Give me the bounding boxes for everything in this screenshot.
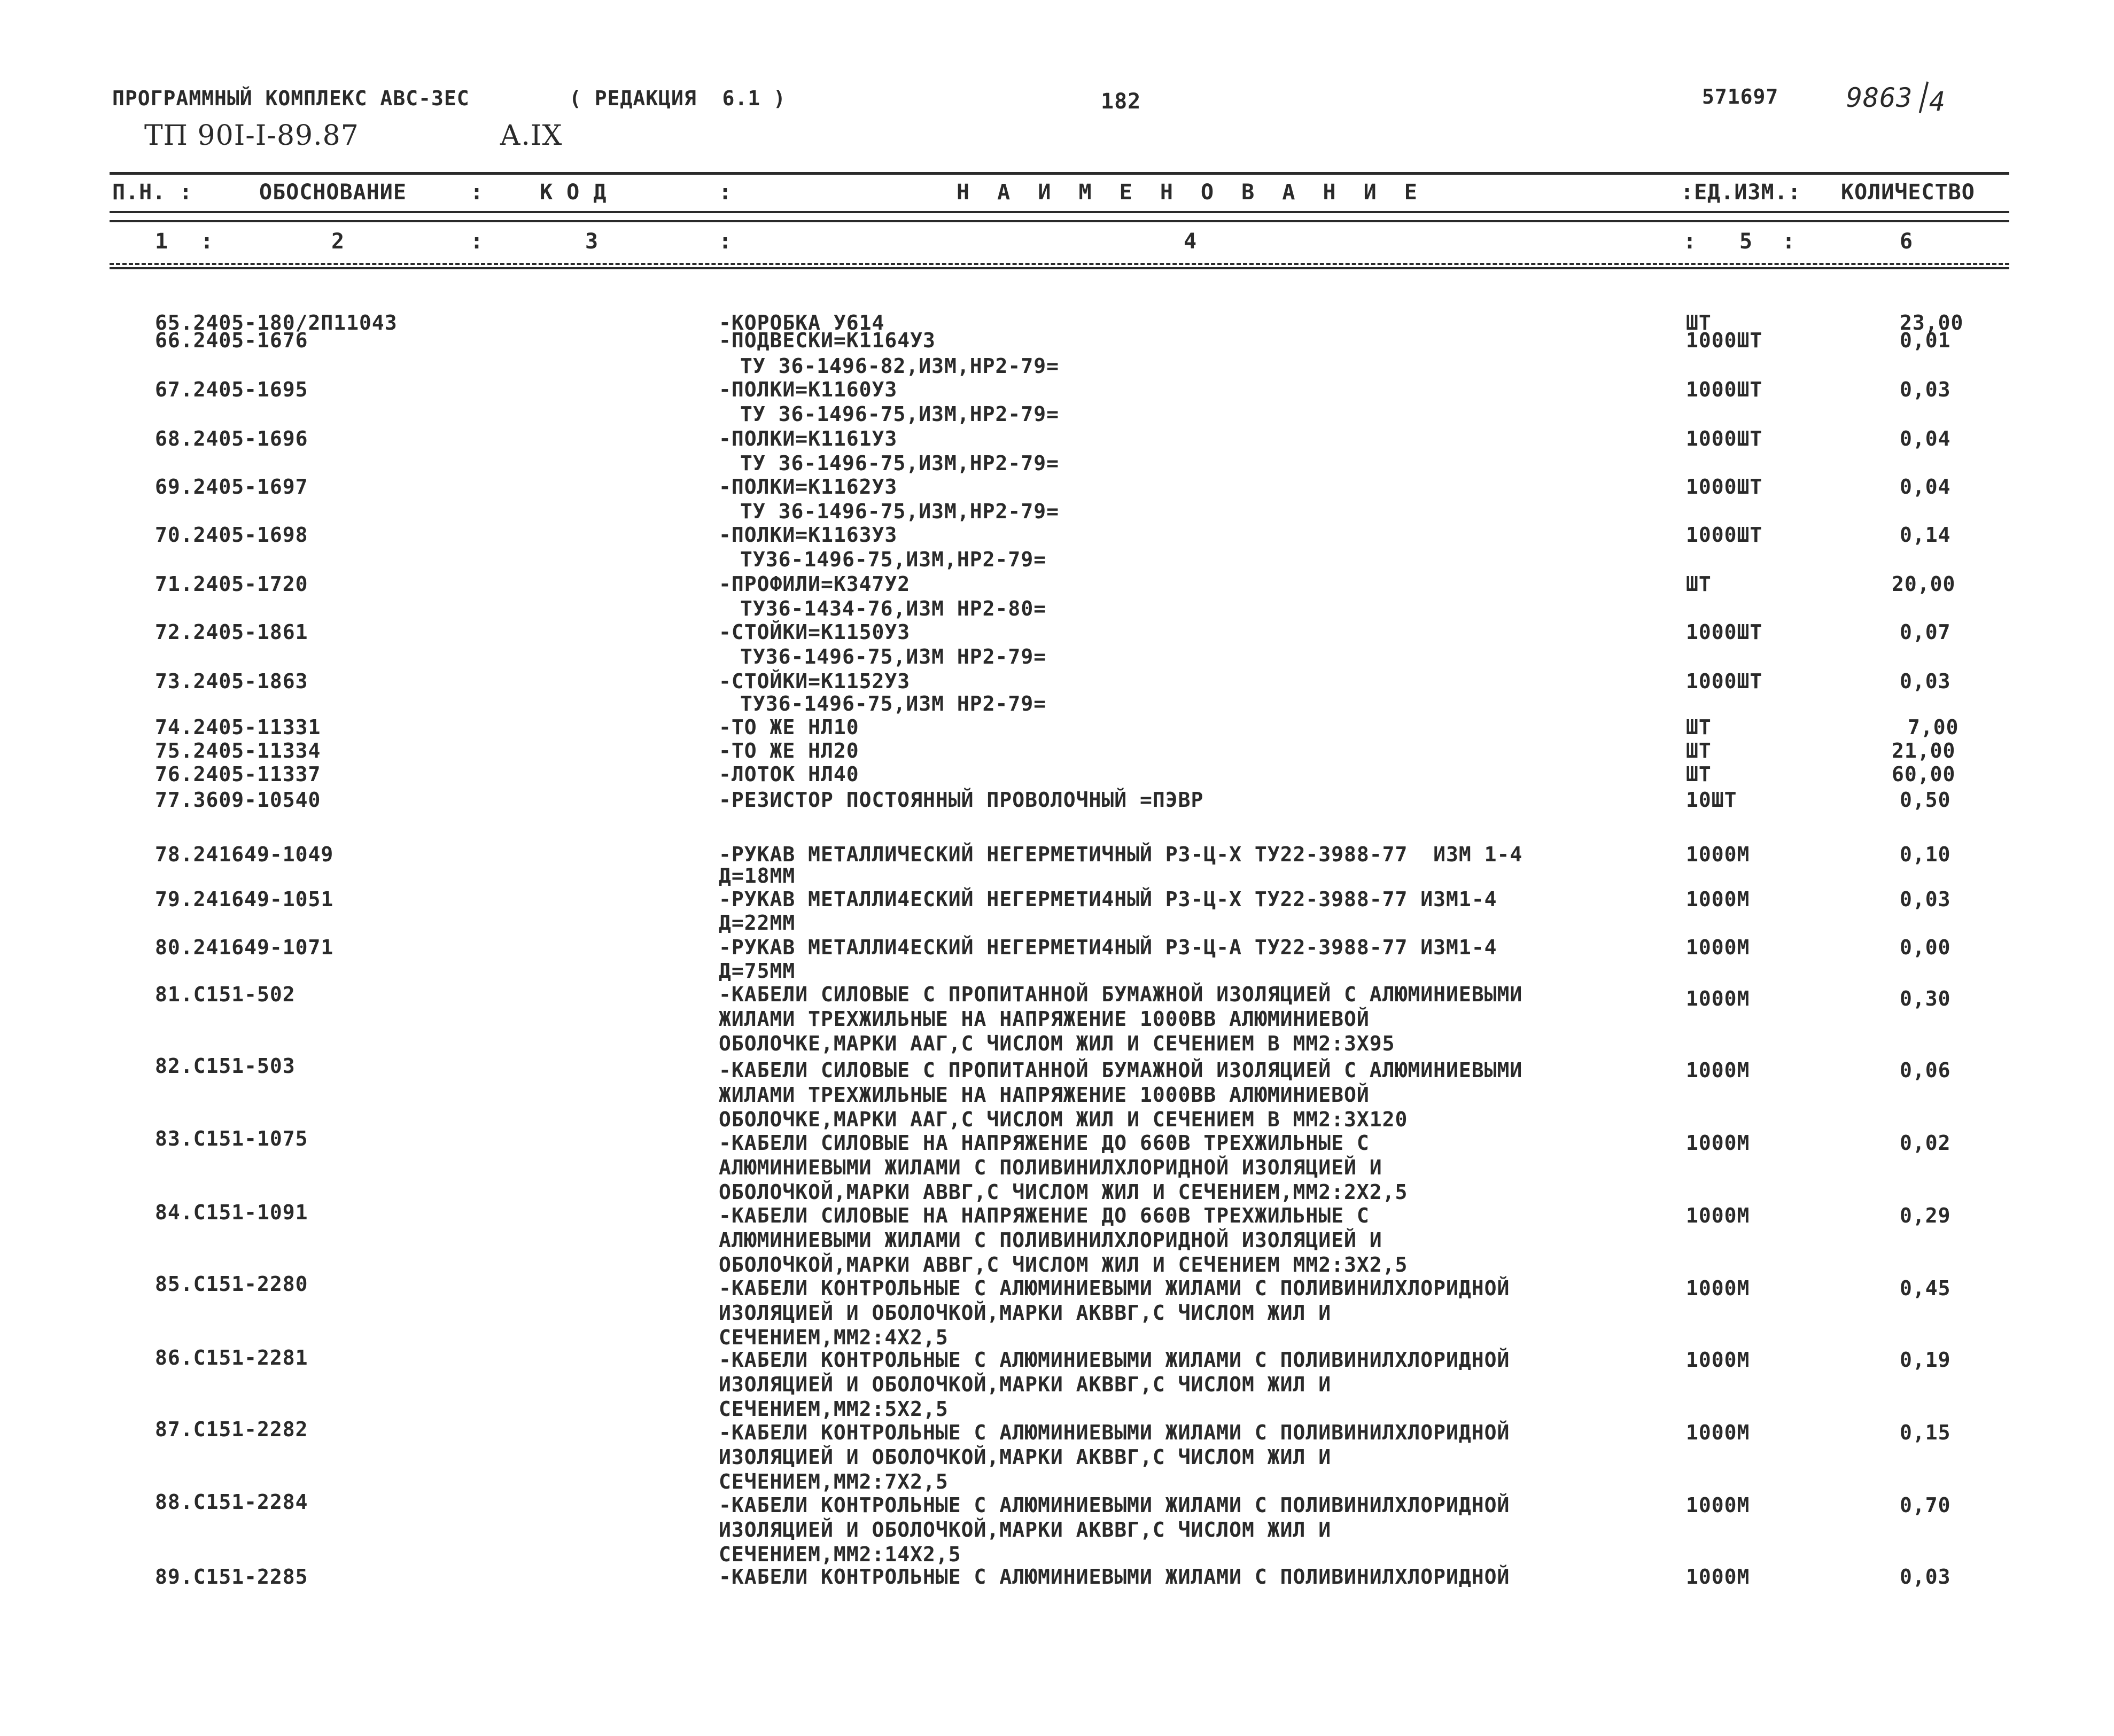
- row-name-line: -КАБЕЛИ КОНТРОЛЬНЫЕ С АЛЮМИНИЕВЫМИ ЖИЛАМИ С ПОЛИВИНИЛХЛОРИДНОЙ: [719, 1421, 1510, 1444]
- row-name-line: ТУ 36-1496-75,ИЗМ,НР2-79=: [740, 451, 1059, 475]
- column-number-rule-2: [110, 267, 2009, 269]
- row-reference: 80.241649-1071: [155, 936, 334, 959]
- row-reference: 70.2405-1698: [155, 523, 308, 547]
- row-reference: 83.С151-1075: [155, 1127, 308, 1150]
- row-name-line: СЕЧЕНИЕМ,ММ2:4Х2,5: [719, 1326, 949, 1349]
- row-unit: 1000М: [1686, 987, 1750, 1010]
- row-unit: ШТ: [1686, 739, 1712, 762]
- row-reference: 79.241649-1051: [155, 888, 334, 911]
- row-name-line: ТУ 36-1496-75,ИЗМ,НР2-79=: [740, 402, 1059, 426]
- sheet-slash: [1919, 81, 1929, 113]
- row-reference: 78.241649-1049: [155, 843, 334, 866]
- program-title: ПРОГРАММНЫЙ КОМПЛЕКС АВС-3ЕС: [112, 87, 470, 110]
- row-quantity: 0,29: [1900, 1204, 1951, 1227]
- row-unit: ШТ: [1686, 572, 1712, 596]
- row-quantity: 0,45: [1900, 1276, 1951, 1300]
- row-name-line: -ТО ЖЕ НЛ10: [719, 715, 859, 739]
- row-quantity: 0,00: [1900, 936, 1951, 959]
- document-code: 571697: [1702, 85, 1779, 108]
- row-quantity: 21,00: [1892, 739, 1956, 762]
- col-num-sep: :: [1782, 229, 1796, 254]
- row-reference: 86.С151-2281: [155, 1346, 308, 1369]
- row-quantity: 0,19: [1900, 1348, 1951, 1372]
- col-title-basis: ОБОСНОВАНИЕ: [259, 180, 407, 205]
- row-name-line: -КОРОБКА У614: [719, 311, 885, 334]
- row-quantity: 0,03: [1900, 1565, 1951, 1589]
- row-quantity: 0,14: [1900, 523, 1951, 547]
- row-reference: 69.2405-1697: [155, 475, 308, 499]
- col-title-item: П.Н. :: [112, 180, 193, 205]
- row-name-line: ЖИЛАМИ ТРЕХЖИЛЬНЫЕ НА НАПРЯЖЕНИЕ 1000ВВ АЛЮМИНИЕВОЙ: [719, 1007, 1370, 1031]
- row-quantity: 0,02: [1900, 1131, 1951, 1155]
- row-name-line: ТУ36-1496-75,ИЗМ НР2-79=: [740, 645, 1047, 668]
- row-unit: ШТ: [1686, 311, 1712, 334]
- row-unit: 1000М: [1686, 1276, 1750, 1300]
- row-name-line: -ПОЛКИ=К1161У3: [719, 427, 898, 450]
- row-unit: 1000М: [1686, 1204, 1750, 1227]
- row-name-line: ЖИЛАМИ ТРЕХЖИЛЬНЫЕ НА НАПРЯЖЕНИЕ 1000ВВ АЛЮМИНИЕВОЙ: [719, 1083, 1370, 1107]
- row-name-line: -ПРОФИЛИ=К347У2: [719, 572, 911, 596]
- row-name-line: ТУ36-1496-75,ИЗМ,НР2-79=: [740, 548, 1047, 571]
- row-reference: 77.3609-10540: [155, 788, 321, 812]
- sheet-part: 4: [1929, 86, 1946, 117]
- row-name-line: -КАБЕЛИ СИЛОВЫЕ С ПРОПИТАННОЙ БУМАЖНОЙ ИЗОЛЯЦИЕЙ С АЛЮМИНИЕВЫМИ: [719, 983, 1523, 1006]
- row-name-line: Д=22ММ: [719, 911, 796, 935]
- row-name-line: АЛЮМИНИЕВЫМИ ЖИЛАМИ С ПОЛИВИНИЛХЛОРИДНОЙ ИЗОЛЯЦИЕЙ И: [719, 1156, 1382, 1179]
- row-name-line: -РУКАВ МЕТАЛЛИ4ЕСКИЙ НЕГЕРМЕТИ4НЫЙ Р3-Ц-А ТУ22-3988-77 ИЗМ1-4: [719, 936, 1497, 959]
- row-unit: 1000ШТ: [1686, 427, 1763, 450]
- page-number: 182: [1101, 89, 1141, 114]
- row-unit: 1000М: [1686, 843, 1750, 866]
- row-unit: 1000ШТ: [1686, 670, 1763, 693]
- row-name-line: -ПОЛКИ=К1160У3: [719, 378, 898, 401]
- row-reference: 89.С151-2285: [155, 1565, 308, 1589]
- row-unit: ШТ: [1686, 715, 1712, 739]
- row-unit: 1000М: [1686, 1421, 1750, 1444]
- row-name-line: -КАБЕЛИ КОНТРОЛЬНЫЕ С АЛЮМИНИЕВЫМИ ЖИЛАМИ С ПОЛИВИНИЛХЛОРИДНОЙ: [719, 1348, 1510, 1372]
- row-quantity: 0,01: [1900, 329, 1951, 352]
- row-quantity: 20,00: [1892, 572, 1956, 596]
- col-num-6: 6: [1900, 229, 1914, 254]
- row-name-line: -КАБЕЛИ КОНТРОЛЬНЫЕ С АЛЮМИНИЕВЫМИ ЖИЛАМИ С ПОЛИВИНИЛХЛОРИДНОЙ: [719, 1276, 1510, 1300]
- row-name-line: СЕЧЕНИЕМ,ММ2:7Х2,5: [719, 1470, 949, 1493]
- col-num-sep: :: [200, 229, 214, 254]
- col-title-sep-2: :: [719, 180, 733, 205]
- row-name-line: ОБОЛОЧКЕ,МАРКИ ААГ,С ЧИСЛОМ ЖИЛ И СЕЧЕНИЕМ В ММ2:3Х120: [719, 1108, 1408, 1131]
- row-quantity: 23,00: [1900, 311, 1964, 334]
- album-label: А.IX: [500, 120, 563, 152]
- row-name-line: -ПОЛКИ=К1163У3: [719, 523, 898, 547]
- row-unit: ШТ: [1686, 762, 1712, 786]
- col-num-3: 3: [585, 229, 599, 254]
- sheet-number: 9863: [1846, 82, 1913, 113]
- row-name-line: -РУКАВ МЕТАЛЛИ4ЕСКИЙ НЕГЕРМЕТИ4НЫЙ Р3-Ц-Х ТУ22-3988-77 ИЗМ1-4: [719, 888, 1497, 911]
- row-name-line: -КАБЕЛИ КОНТРОЛЬНЫЕ С АЛЮМИНИЕВЫМИ ЖИЛАМИ С ПОЛИВИНИЛХЛОРИДНОЙ: [719, 1565, 1510, 1589]
- row-name-line: ИЗОЛЯЦИЕЙ И ОБОЛОЧКОЙ,МАРКИ АКВВГ,С ЧИСЛОМ ЖИЛ И: [719, 1373, 1332, 1396]
- row-quantity: 7,00: [1908, 715, 1959, 739]
- row-reference: 76.2405-11337: [155, 762, 321, 786]
- col-num-sep: :: [719, 229, 733, 254]
- row-quantity: 0,15: [1900, 1421, 1951, 1444]
- row-quantity: 0,03: [1900, 670, 1951, 693]
- row-name-line: -КАБЕЛИ КОНТРОЛЬНЫЕ С АЛЮМИНИЕВЫМИ ЖИЛАМИ С ПОЛИВИНИЛХЛОРИДНОЙ: [719, 1493, 1510, 1517]
- row-name-line: ОБОЛОЧКОЙ,МАРКИ АВВГ,С ЧИСЛОМ ЖИЛ И СЕЧЕНИЕМ,ММ2:2Х2,5: [719, 1180, 1408, 1204]
- row-quantity: 0,07: [1900, 620, 1951, 644]
- edition-label: ( РЕДАКЦИЯ 6.1 ): [569, 87, 786, 110]
- row-quantity: 0,30: [1900, 987, 1951, 1010]
- row-reference: 88.С151-2284: [155, 1490, 308, 1514]
- row-name-line: -РУКАВ МЕТАЛЛИЧЕСКИЙ НЕГЕРМЕТИЧНЫЙ Р3-Ц-Х ТУ22-3988-77 ИЗМ 1-4: [719, 843, 1523, 866]
- row-reference: 85.С151-2280: [155, 1272, 308, 1296]
- row-unit: 1000М: [1686, 1493, 1750, 1517]
- row-name-line: Д=75ММ: [719, 959, 796, 983]
- column-number-rule: [110, 263, 2009, 265]
- table-header-rule: [110, 211, 2009, 213]
- row-quantity: 0,70: [1900, 1493, 1951, 1517]
- row-quantity: 0,03: [1900, 888, 1951, 911]
- row-name-line: СЕЧЕНИЕМ,ММ2:14Х2,5: [719, 1543, 961, 1566]
- col-num-1: 1: [155, 229, 169, 254]
- row-name-line: ИЗОЛЯЦИЕЙ И ОБОЛОЧКОЙ,МАРКИ АКВВГ,С ЧИСЛОМ ЖИЛ И: [719, 1445, 1332, 1469]
- row-quantity: 0,03: [1900, 378, 1951, 401]
- row-unit: 1000М: [1686, 888, 1750, 911]
- row-name-line: ТУ 36-1496-75,ИЗМ,НР2-79=: [740, 500, 1059, 523]
- row-unit: 1000ШТ: [1686, 329, 1763, 352]
- row-reference: 82.С151-503: [155, 1054, 296, 1078]
- row-unit: 10ШТ: [1686, 788, 1737, 812]
- row-unit: 1000М: [1686, 1348, 1750, 1372]
- row-quantity: 0,50: [1900, 788, 1951, 812]
- table-header-rule-2: [110, 220, 2009, 222]
- col-title-unit: :ЕД.ИЗМ.:: [1681, 180, 1801, 205]
- row-quantity: 60,00: [1892, 762, 1956, 786]
- row-name-line: ТУ36-1496-75,ИЗМ НР2-79=: [740, 692, 1047, 715]
- row-reference: 72.2405-1861: [155, 620, 308, 644]
- table-top-rule: [110, 172, 2009, 175]
- col-title-sep-1: :: [470, 180, 484, 205]
- row-name-line: ОБОЛОЧКЕ,МАРКИ ААГ,С ЧИСЛОМ ЖИЛ И СЕЧЕНИЕМ В ММ2:3Х95: [719, 1032, 1395, 1055]
- row-unit: 1000ШТ: [1686, 378, 1763, 401]
- row-unit: 1000ШТ: [1686, 620, 1763, 644]
- row-name-line: -СТОЙКИ=К1152У3: [719, 670, 911, 693]
- row-unit: 1000М: [1686, 1565, 1750, 1589]
- row-unit: 1000М: [1686, 936, 1750, 959]
- col-num-5: 5: [1739, 229, 1753, 254]
- col-title-code: К О Д: [540, 180, 607, 205]
- col-title-quantity: КОЛИЧЕСТВО: [1841, 180, 1975, 205]
- row-reference: 81.С151-502: [155, 983, 296, 1006]
- col-title-name: Н А И М Е Н О В А Н И Е: [957, 180, 1425, 205]
- row-reference: 73.2405-1863: [155, 670, 308, 693]
- row-reference: 65.2405-180/2П11043: [155, 311, 398, 334]
- row-name-line: СЕЧЕНИЕМ,ММ2:5Х2,5: [719, 1397, 949, 1421]
- row-unit: 1000ШТ: [1686, 475, 1763, 499]
- row-name-line: ОБОЛОЧКОЙ,МАРКИ АВВГ,С ЧИСЛОМ ЖИЛ И СЕЧЕНИЕМ ММ2:3Х2,5: [719, 1253, 1408, 1276]
- row-reference: 75.2405-11334: [155, 739, 321, 762]
- col-num-sep: :: [470, 229, 484, 254]
- row-name-line: АЛЮМИНИЕВЫМИ ЖИЛАМИ С ПОЛИВИНИЛХЛОРИДНОЙ ИЗОЛЯЦИЕЙ И: [719, 1228, 1382, 1252]
- project-code: ТП 90I-I-89.87: [144, 120, 359, 152]
- col-num-4: 4: [1184, 229, 1198, 254]
- row-reference: 68.2405-1696: [155, 427, 308, 450]
- row-quantity: 0,10: [1900, 843, 1951, 866]
- row-name-line: Д=18ММ: [719, 864, 796, 888]
- row-unit: 1000М: [1686, 1131, 1750, 1155]
- row-name-line: ИЗОЛЯЦИЕЙ И ОБОЛОЧКОЙ,МАРКИ АКВВГ,С ЧИСЛОМ ЖИЛ И: [719, 1518, 1332, 1542]
- row-name-line: -СТОЙКИ=К1150У3: [719, 620, 911, 644]
- row-name-line: ТУ 36-1496-82,ИЗМ,НР2-79=: [740, 354, 1059, 378]
- col-num-2: 2: [331, 229, 345, 254]
- row-reference: 66.2405-1676: [155, 329, 308, 352]
- row-reference: 67.2405-1695: [155, 378, 308, 401]
- row-name-line: -ТО ЖЕ НЛ20: [719, 739, 859, 762]
- row-name-line: -РЕЗИСТОР ПОСТОЯННЫЙ ПРОВОЛОЧНЫЙ =ПЭВР: [719, 788, 1204, 812]
- row-name-line: -КАБЕЛИ СИЛОВЫЕ НА НАПРЯЖЕНИЕ ДО 660В ТРЕХЖИЛЬНЫЕ С: [719, 1204, 1370, 1227]
- row-quantity: 0,06: [1900, 1058, 1951, 1082]
- row-unit: 1000М: [1686, 1058, 1750, 1082]
- row-reference: 84.С151-1091: [155, 1201, 308, 1224]
- row-name-line: ИЗОЛЯЦИЕЙ И ОБОЛОЧКОЙ,МАРКИ АКВВГ,С ЧИСЛОМ ЖИЛ И: [719, 1301, 1332, 1325]
- row-reference: 71.2405-1720: [155, 572, 308, 596]
- row-reference: 74.2405-11331: [155, 715, 321, 739]
- row-reference: 87.С151-2282: [155, 1418, 308, 1441]
- row-name-line: -ПОДВЕСКИ=К1164У3: [719, 329, 936, 352]
- row-name-line: ТУ36-1434-76,ИЗМ НР2-80=: [740, 597, 1047, 620]
- row-quantity: 0,04: [1900, 427, 1951, 450]
- row-name-line: -ЛОТОК НЛ40: [719, 762, 859, 786]
- row-name-line: -КАБЕЛИ СИЛОВЫЕ С ПРОПИТАННОЙ БУМАЖНОЙ ИЗОЛЯЦИЕЙ С АЛЮМИНИЕВЫМИ: [719, 1058, 1523, 1082]
- row-unit: 1000ШТ: [1686, 523, 1763, 547]
- row-name-line: -ПОЛКИ=К1162У3: [719, 475, 898, 499]
- row-quantity: 0,04: [1900, 475, 1951, 499]
- col-num-sep: :: [1683, 229, 1697, 254]
- row-name-line: -КАБЕЛИ СИЛОВЫЕ НА НАПРЯЖЕНИЕ ДО 660В ТРЕХЖИЛЬНЫЕ С: [719, 1131, 1370, 1155]
